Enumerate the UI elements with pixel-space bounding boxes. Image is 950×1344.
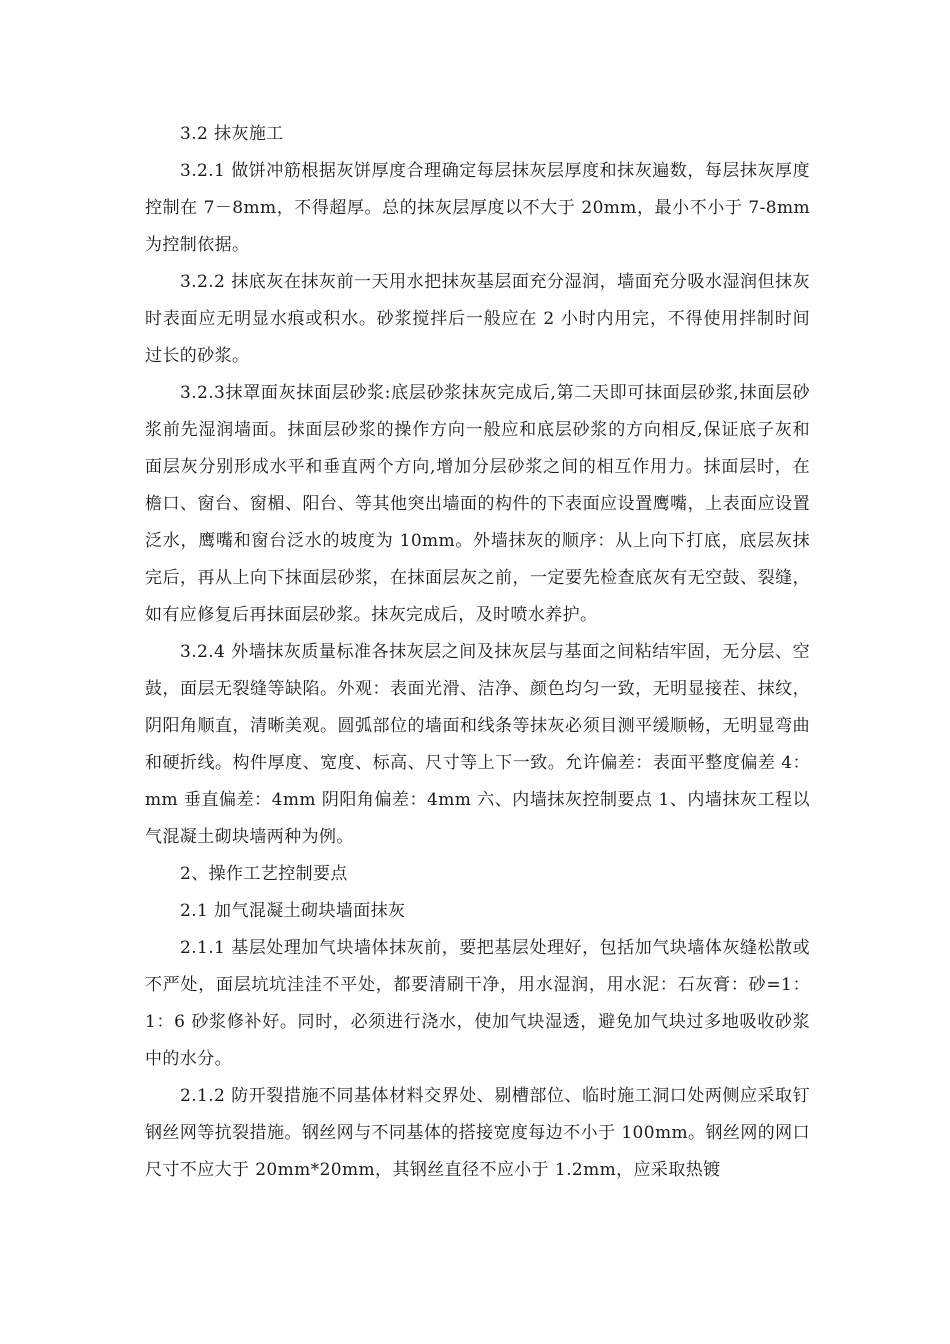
paragraph-2-1-1: 2.1.1 基层处理加气块墙体抹灰前，要把基层处理好，包括加气块墙体灰缝松散或不严处，面层坑坑洼洼不平处，都要清刷干净，用水湿润，用水泥：石灰膏：砂=1：1：6 砂浆修补好。同时，必须进行浇水，使加气块湿透，避免加气块过多地吸收砂浆中的水分。 [145, 938, 810, 1069]
paragraph-3-2-1: 3.2.1 做饼冲筋根据灰饼厚度合理确定每层抹灰层厚度和抹灰遍数，每层抹灰厚度控制在 7－8mm，不得超厚。总的抹灰层厚度以不大于 20mm，最小不小于 7-8mm 为控制依据。 [145, 161, 810, 255]
section-heading-2-1: 2.1 加气混凝土砌块墙面抹灰 [180, 901, 406, 921]
section-heading-2: 2、操作工艺控制要点 [180, 864, 348, 884]
paragraph-2-1-2: 2.1.2 防开裂措施不同基体材料交界处、剔槽部位、临时施工洞口处两侧应采取钉钢丝网等抗裂措施。钢丝网与不同基体的搭接宽度每边不小于 100mm。钢丝网的网口尺寸不应大于 20mm*20mm，其钢丝直径不应小于 1.2mm，应采取热镀 [145, 1086, 810, 1180]
paragraph-3-2-3: 3.2.3抹罩面灰抹面层砂浆:底层砂浆抹灰完成后,第二天即可抹面层砂浆,抹面层砂浆前先湿润墙面。抹面层砂浆的操作方向一般应和底层砂浆的方向相反,保证底子灰和面层灰分别形成水平和垂直两个方向,增加分层砂浆之间的相互作用力。抹面层时，在檐口、窗台、窗楣、阳台、等其他突出墙面的构件的下表面应设置鹰嘴，上表面应设置泛水，鹰嘴和窗台泛水的坡度为 10mm。外墙抹灰的顺序：从上向下打底，底层灰抹完后，再从上向下抹面层砂浆，在抹面层灰之前，一定要先检查底灰有无空鼓、裂缝，如有应修复后再抹面层砂浆。抹灰完成后，及时喷水养护。 [145, 383, 810, 625]
section-heading-3-2: 3.2 抹灰施工 [180, 124, 284, 144]
paragraph-3-2-2: 3.2.2 抹底灰在抹灰前一天用水把抹灰基层面充分湿润，墙面充分吸水湿润但抹灰时表面应无明显水痕或积水。砂浆搅拌后一般应在 2 小时内用完，不得使用拌制时间过长的砂浆。 [145, 272, 810, 366]
document-body [145, 116, 810, 1189]
paragraph-3-2-4: 3.2.4 外墙抹灰质量标准各抹灰层之间及抹灰层与基面之间粘结牢固，无分层、空鼓，面层无裂缝等缺陷。外观：表面光滑、洁净、颜色均匀一致，无明显接茬、抹纹，阴阳角顺直，清晰美观。圆弧部位的墙面和线条等抹灰必须目测平缓顺畅，无明显弯曲和硬折线。构件厚度、宽度、标高、尺寸等上下一致。允许偏差：表面平整度偏差 4：mm 垂直偏差：4mm 阴阳角偏差：4mm 六、内墙抹灰控制要点 1、内墙抹灰工程以气混凝土砌块墙两种为例。 [145, 642, 810, 847]
